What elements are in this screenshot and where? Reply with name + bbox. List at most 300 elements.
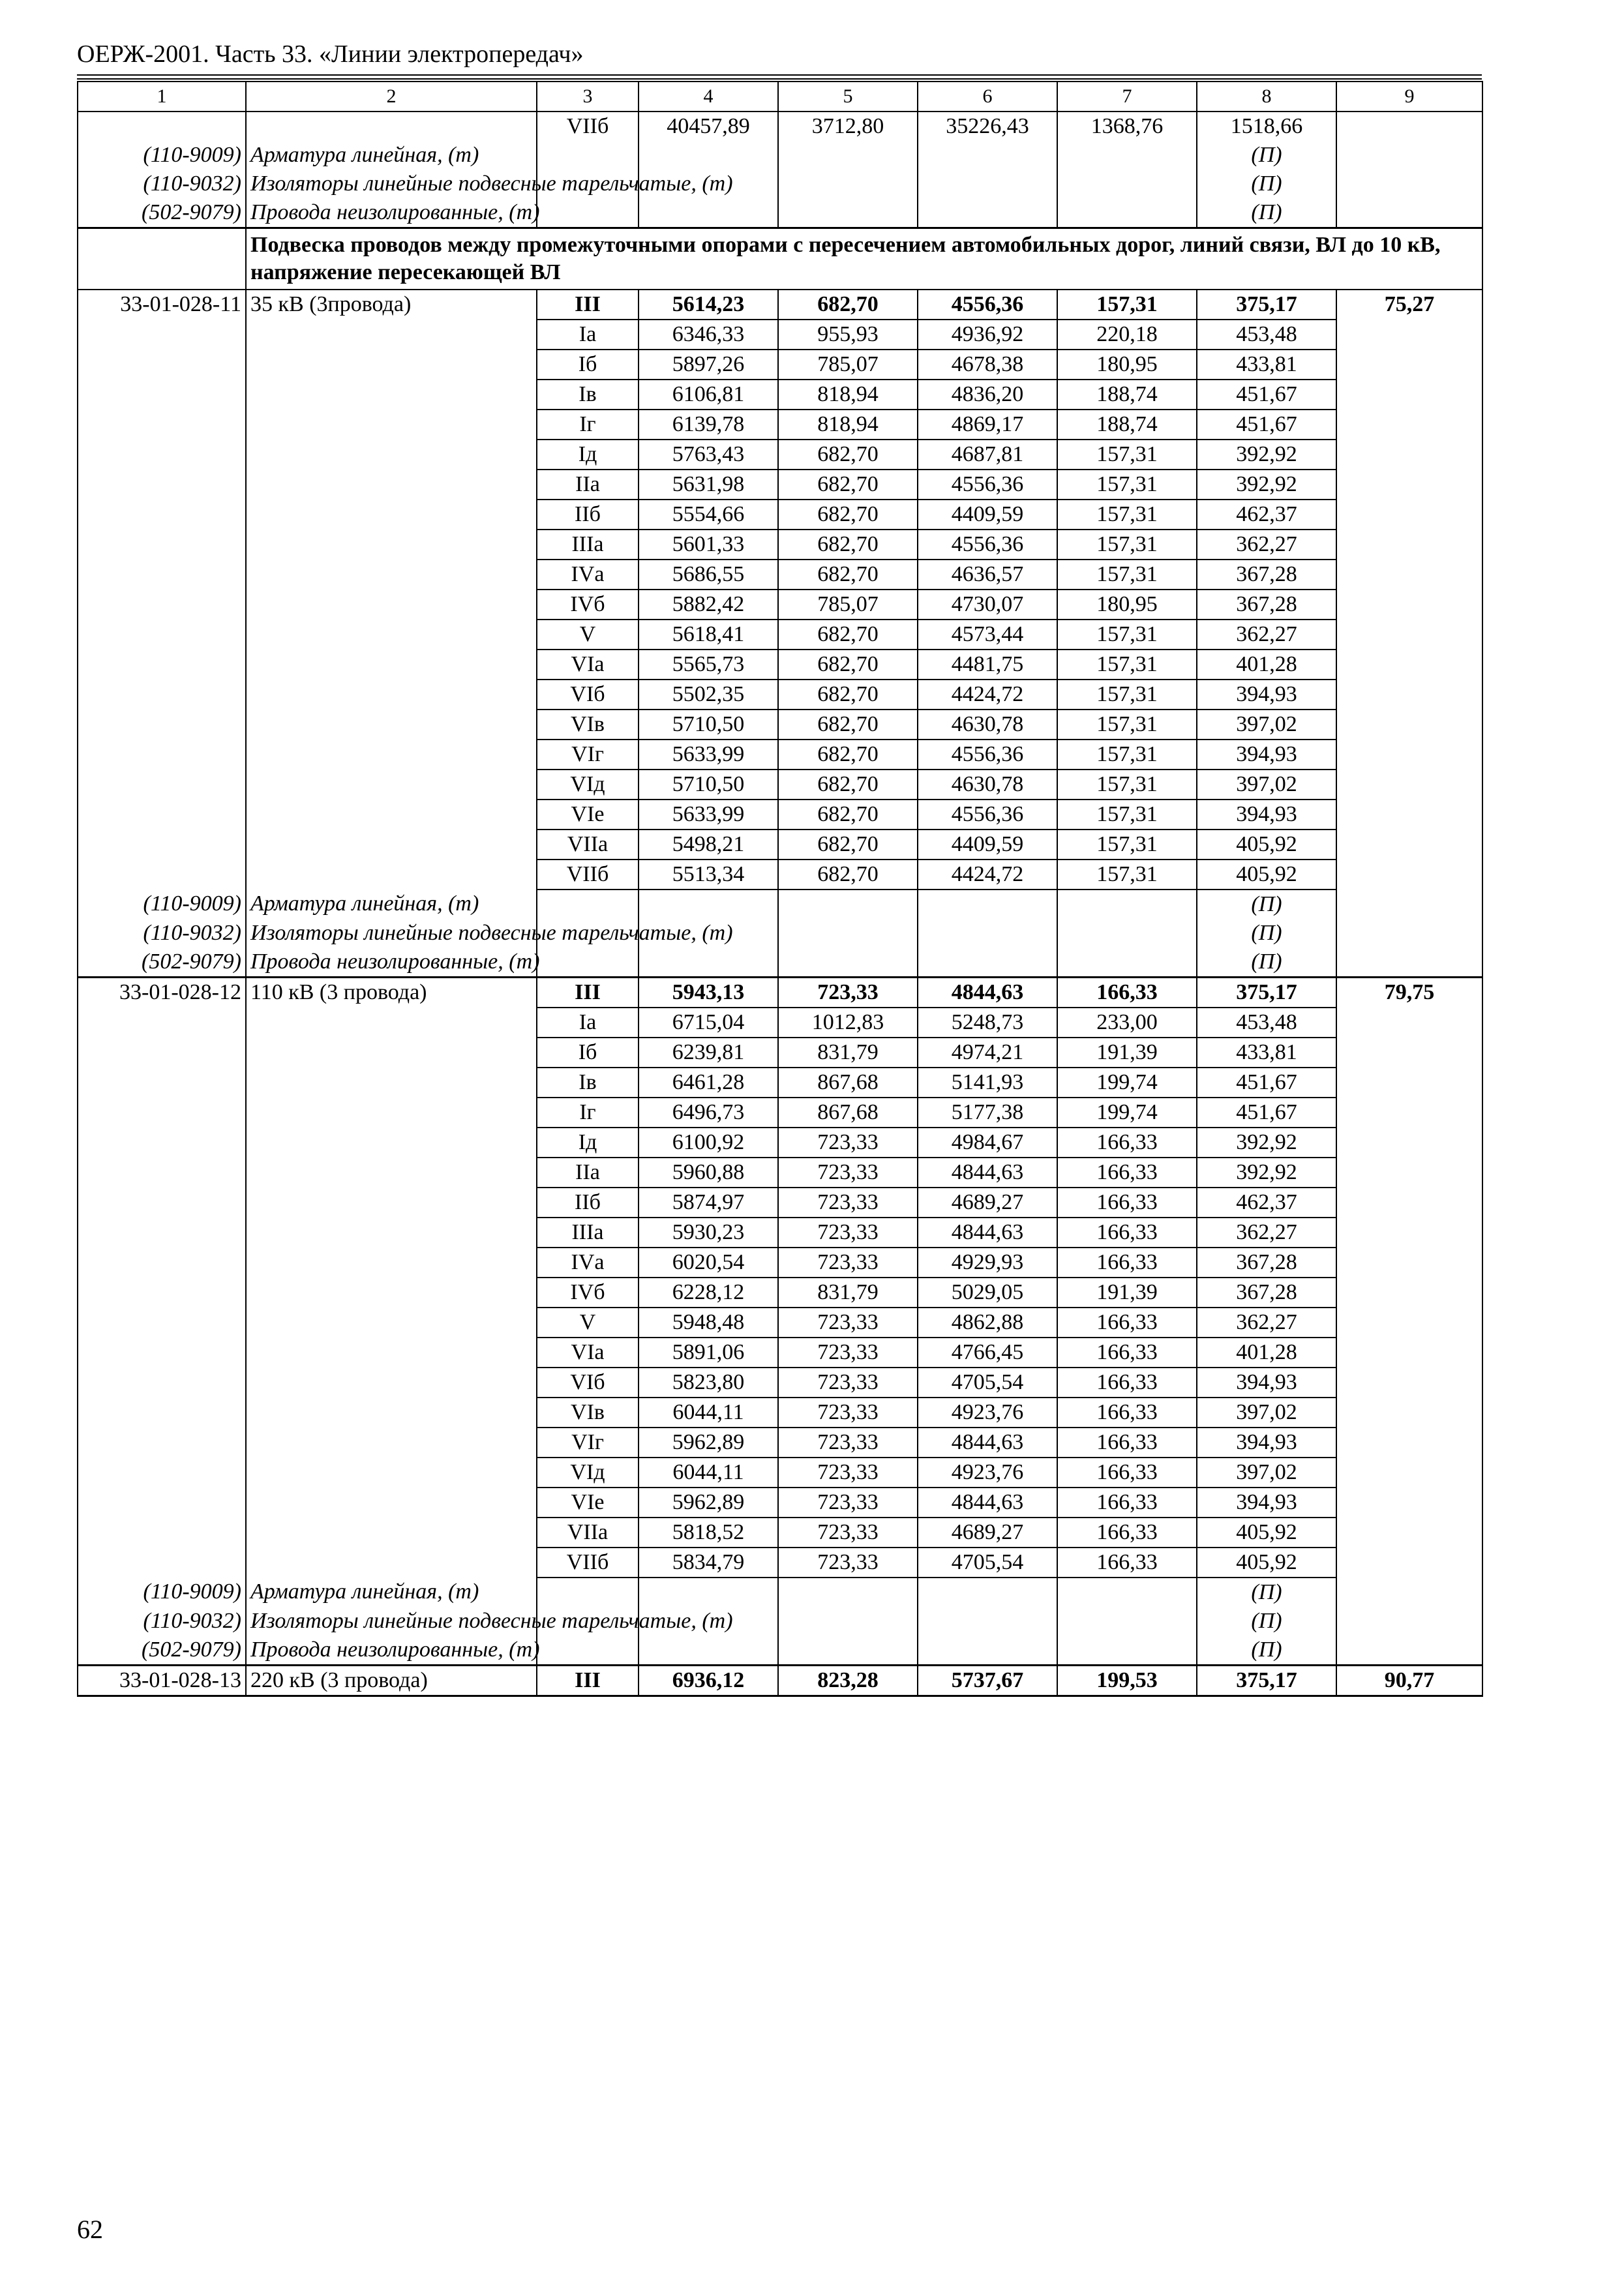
rate-row-main xyxy=(78,978,1482,1008)
rate-value: 40457,89 xyxy=(639,112,778,141)
rate-value: 4984,67 xyxy=(918,1128,1057,1158)
rate-value: 4630,78 xyxy=(918,770,1057,800)
rate-value: 4636,57 xyxy=(918,560,1057,590)
empty-cell xyxy=(1336,1158,1482,1188)
rate-value: 5962,89 xyxy=(639,1488,778,1518)
rate-value: 723,33 xyxy=(778,1248,918,1278)
column-number: 4 xyxy=(639,82,778,112)
material-mark: (П) xyxy=(1197,141,1336,170)
empty-cell xyxy=(537,141,639,170)
rate-value: 5554,66 xyxy=(639,500,778,530)
rate-value: 5897,26 xyxy=(639,350,778,380)
rate-value: 682,70 xyxy=(778,650,918,680)
rate-value: 157,31 xyxy=(1057,530,1197,560)
rate-row xyxy=(78,320,1482,350)
rate-value: 392,92 xyxy=(1197,1158,1336,1188)
rate-value: 5763,43 xyxy=(639,440,778,470)
rate-value: 4678,38 xyxy=(918,350,1057,380)
rate-row xyxy=(78,410,1482,440)
terrain-category: Iг xyxy=(537,1098,639,1128)
rate-value: 5948,48 xyxy=(639,1308,778,1338)
terrain-category: Iг xyxy=(537,410,639,440)
rate-value: 4424,72 xyxy=(918,680,1057,710)
empty-cell xyxy=(78,1098,246,1128)
material-mark: (П) xyxy=(1197,170,1336,198)
empty-cell xyxy=(1336,710,1482,740)
rate-value: 4766,45 xyxy=(918,1338,1057,1368)
rate-row xyxy=(78,740,1482,770)
rate-value: 4556,36 xyxy=(918,740,1057,770)
rate-value: 433,81 xyxy=(1197,350,1336,380)
empty-cell xyxy=(918,1607,1057,1636)
material-code: (110-9009) xyxy=(78,141,246,170)
rate-value: 4844,63 xyxy=(918,978,1057,1008)
empty-cell xyxy=(1336,1278,1482,1308)
rate-row xyxy=(78,1008,1482,1038)
rate-value: 157,31 xyxy=(1057,560,1197,590)
empty-cell xyxy=(778,1578,918,1607)
rate-value: 462,37 xyxy=(1197,500,1336,530)
empty-cell xyxy=(537,1636,639,1666)
empty-cell xyxy=(246,500,537,530)
terrain-category: VIд xyxy=(537,770,639,800)
rate-row xyxy=(78,1368,1482,1398)
empty-cell xyxy=(246,560,537,590)
section-title: Подвеска проводов между промежуточными опорами с пересечением автомобильных дорог, линий связи, ВЛ до 10 кВ, напряжение пересекающей ВЛ xyxy=(246,228,1482,290)
empty-cell xyxy=(78,830,246,860)
material-mark: (П) xyxy=(1197,890,1336,919)
empty-cell xyxy=(246,1008,537,1038)
empty-cell xyxy=(246,1278,537,1308)
terrain-category: V xyxy=(537,620,639,650)
rate-row-main xyxy=(78,1666,1482,1696)
rate-row xyxy=(78,1068,1482,1098)
rate-value: 157,31 xyxy=(1057,290,1197,320)
empty-cell xyxy=(1336,1636,1482,1666)
rate-value: 367,28 xyxy=(1197,590,1336,620)
material-code: (110-9009) xyxy=(78,890,246,919)
rate-value: 397,02 xyxy=(1197,710,1336,740)
rate-row xyxy=(78,650,1482,680)
empty-cell xyxy=(918,170,1057,198)
rate-value: 367,28 xyxy=(1197,560,1336,590)
rate-row xyxy=(78,1338,1482,1368)
empty-cell xyxy=(1336,680,1482,710)
rate-name: 35 кВ (3провода) xyxy=(246,290,537,320)
rate-row xyxy=(78,830,1482,860)
rate-value: 397,02 xyxy=(1197,1398,1336,1428)
rate-value: 4844,63 xyxy=(918,1428,1057,1458)
rate-value: 723,33 xyxy=(778,1518,918,1548)
empty-cell xyxy=(78,770,246,800)
empty-cell xyxy=(78,228,246,290)
rate-value: 682,70 xyxy=(778,440,918,470)
empty-cell xyxy=(918,198,1057,228)
rate-value: 35226,43 xyxy=(918,112,1057,141)
rate-value: 4929,93 xyxy=(918,1248,1057,1278)
empty-cell xyxy=(78,620,246,650)
terrain-category: VIIа xyxy=(537,1518,639,1548)
empty-cell xyxy=(537,890,639,919)
rate-value: 4687,81 xyxy=(918,440,1057,470)
rate-value: 955,93 xyxy=(778,320,918,350)
empty-cell xyxy=(1336,500,1482,530)
empty-cell xyxy=(778,198,918,228)
rate-value: 367,28 xyxy=(1197,1278,1336,1308)
labor-cost: 79,75 xyxy=(1336,978,1482,1008)
empty-cell xyxy=(246,440,537,470)
rate-value: 867,68 xyxy=(778,1098,918,1128)
empty-cell xyxy=(246,800,537,830)
terrain-category: VIг xyxy=(537,1428,639,1458)
page-number: 62 xyxy=(77,2215,103,2244)
empty-cell xyxy=(246,1338,537,1368)
rate-row xyxy=(78,620,1482,650)
rate-value: 5633,99 xyxy=(639,740,778,770)
empty-cell xyxy=(1336,860,1482,890)
rate-value: 6139,78 xyxy=(639,410,778,440)
rate-row xyxy=(78,1158,1482,1188)
column-number: 6 xyxy=(918,82,1057,112)
rate-value: 405,92 xyxy=(1197,1518,1336,1548)
rate-value: 157,31 xyxy=(1057,500,1197,530)
rate-value: 867,68 xyxy=(778,1068,918,1098)
rate-value: 166,33 xyxy=(1057,1308,1197,1338)
empty-cell xyxy=(246,1158,537,1188)
rate-value: 6106,81 xyxy=(639,380,778,410)
rate-row xyxy=(78,1518,1482,1548)
empty-cell xyxy=(246,1248,537,1278)
empty-cell xyxy=(1336,1068,1482,1098)
terrain-category: IIб xyxy=(537,500,639,530)
empty-cell xyxy=(1336,1518,1482,1548)
rate-value: 6100,92 xyxy=(639,1128,778,1158)
empty-cell xyxy=(78,1308,246,1338)
rate-value: 5891,06 xyxy=(639,1338,778,1368)
empty-cell xyxy=(1057,141,1197,170)
rate-value: 6496,73 xyxy=(639,1098,778,1128)
rate-value: 394,93 xyxy=(1197,1368,1336,1398)
rate-value: 451,67 xyxy=(1197,1068,1336,1098)
column-number: 8 xyxy=(1197,82,1336,112)
rate-value: 4974,21 xyxy=(918,1038,1057,1068)
material-name: Арматура линейная, (т) xyxy=(246,890,537,919)
empty-cell xyxy=(918,948,1057,978)
rate-value: 4409,59 xyxy=(918,830,1057,860)
rate-value: 6239,81 xyxy=(639,1038,778,1068)
terrain-category: VIг xyxy=(537,740,639,770)
material-row xyxy=(78,1636,1482,1666)
column-number: 7 xyxy=(1057,82,1197,112)
terrain-category: V xyxy=(537,1308,639,1338)
empty-cell xyxy=(246,770,537,800)
rate-value: 723,33 xyxy=(778,1308,918,1338)
empty-cell xyxy=(1336,440,1482,470)
empty-cell xyxy=(1336,112,1482,141)
material-row xyxy=(78,1607,1482,1636)
empty-cell xyxy=(246,1488,537,1518)
empty-cell xyxy=(78,380,246,410)
rate-value: 362,27 xyxy=(1197,1218,1336,1248)
rate-value: 5029,05 xyxy=(918,1278,1057,1308)
material-name: Изоляторы линейные подвесные тарельчатые, (т) xyxy=(246,1607,537,1636)
rate-value: 166,33 xyxy=(1057,1368,1197,1398)
empty-cell xyxy=(246,590,537,620)
terrain-category: III xyxy=(537,1666,639,1696)
empty-cell xyxy=(1336,1488,1482,1518)
rate-value: 5710,50 xyxy=(639,770,778,800)
rate-value: 191,39 xyxy=(1057,1278,1197,1308)
terrain-category: Iб xyxy=(537,350,639,380)
material-mark: (П) xyxy=(1197,948,1336,978)
terrain-category: IVб xyxy=(537,1278,639,1308)
rate-row xyxy=(78,800,1482,830)
rate-value: 1368,76 xyxy=(1057,112,1197,141)
rate-value: 818,94 xyxy=(778,410,918,440)
rate-value: 723,33 xyxy=(778,1428,918,1458)
empty-cell xyxy=(1336,350,1482,380)
empty-cell xyxy=(1336,1428,1482,1458)
empty-cell xyxy=(1336,1008,1482,1038)
empty-cell xyxy=(1336,800,1482,830)
rate-value: 723,33 xyxy=(778,1368,918,1398)
empty-cell xyxy=(246,350,537,380)
terrain-category: VIб xyxy=(537,680,639,710)
empty-cell xyxy=(1336,560,1482,590)
rate-value: 4844,63 xyxy=(918,1158,1057,1188)
rate-row xyxy=(78,680,1482,710)
rate-value: 157,31 xyxy=(1057,860,1197,890)
rate-value: 6020,54 xyxy=(639,1248,778,1278)
empty-cell xyxy=(78,1188,246,1218)
rate-value: 682,70 xyxy=(778,800,918,830)
rate-value: 5686,55 xyxy=(639,560,778,590)
rate-row-main xyxy=(78,290,1482,320)
empty-cell xyxy=(78,440,246,470)
rate-row xyxy=(78,1218,1482,1248)
empty-cell xyxy=(78,1158,246,1188)
empty-cell xyxy=(1336,1458,1482,1488)
empty-cell xyxy=(78,1398,246,1428)
empty-cell xyxy=(1336,740,1482,770)
rate-value: 5823,80 xyxy=(639,1368,778,1398)
rate-value: 5631,98 xyxy=(639,470,778,500)
terrain-category: VIд xyxy=(537,1458,639,1488)
rate-value: 4844,63 xyxy=(918,1488,1057,1518)
rate-value: 233,00 xyxy=(1057,1008,1197,1038)
empty-cell xyxy=(1336,530,1482,560)
table-row xyxy=(78,112,1482,141)
rate-value: 5737,67 xyxy=(918,1666,1057,1696)
rate-value: 4936,92 xyxy=(918,320,1057,350)
empty-cell xyxy=(1336,320,1482,350)
rate-value: 451,67 xyxy=(1197,410,1336,440)
rate-value: 682,70 xyxy=(778,710,918,740)
rate-value: 4481,75 xyxy=(918,650,1057,680)
empty-cell xyxy=(78,530,246,560)
rate-value: 5498,21 xyxy=(639,830,778,860)
empty-cell xyxy=(246,680,537,710)
rate-value: 405,92 xyxy=(1197,860,1336,890)
material-name: Арматура линейная, (т) xyxy=(246,141,537,170)
empty-cell xyxy=(78,1248,246,1278)
empty-cell xyxy=(78,1518,246,1548)
rate-value: 723,33 xyxy=(778,1488,918,1518)
empty-cell xyxy=(1336,919,1482,948)
terrain-category: Iв xyxy=(537,1068,639,1098)
empty-cell xyxy=(246,860,537,890)
rate-value: 6461,28 xyxy=(639,1068,778,1098)
terrain-category: IVб xyxy=(537,590,639,620)
empty-cell xyxy=(639,948,778,978)
terrain-category: IIа xyxy=(537,470,639,500)
empty-cell xyxy=(246,410,537,440)
rate-value: 166,33 xyxy=(1057,1128,1197,1158)
empty-cell xyxy=(78,1068,246,1098)
rate-row xyxy=(78,1398,1482,1428)
empty-cell xyxy=(1336,830,1482,860)
empty-cell xyxy=(1336,948,1482,978)
rate-value: 5710,50 xyxy=(639,710,778,740)
rate-row xyxy=(78,440,1482,470)
rate-value: 405,92 xyxy=(1197,1548,1336,1578)
empty-cell xyxy=(246,1548,537,1578)
rate-value: 682,70 xyxy=(778,620,918,650)
rate-value: 394,93 xyxy=(1197,1428,1336,1458)
empty-cell xyxy=(246,1068,537,1098)
terrain-category: VIб xyxy=(537,1368,639,1398)
rate-value: 451,67 xyxy=(1197,380,1336,410)
empty-cell xyxy=(1336,1338,1482,1368)
empty-cell xyxy=(246,1518,537,1548)
rate-value: 4689,27 xyxy=(918,1188,1057,1218)
material-row xyxy=(78,141,1482,170)
rate-value: 451,67 xyxy=(1197,1098,1336,1128)
empty-cell xyxy=(778,170,918,198)
rate-value: 362,27 xyxy=(1197,620,1336,650)
rate-value: 453,48 xyxy=(1197,320,1336,350)
empty-cell xyxy=(78,1038,246,1068)
material-code: (502-9079) xyxy=(78,198,246,228)
rate-value: 4556,36 xyxy=(918,530,1057,560)
rate-value: 394,93 xyxy=(1197,740,1336,770)
rate-value: 4409,59 xyxy=(918,500,1057,530)
rate-value: 4705,54 xyxy=(918,1548,1057,1578)
rate-value: 4923,76 xyxy=(918,1398,1057,1428)
header-rule xyxy=(77,74,1482,80)
rate-value: 4844,63 xyxy=(918,1218,1057,1248)
rate-value: 180,95 xyxy=(1057,590,1197,620)
empty-cell xyxy=(246,830,537,860)
empty-cell xyxy=(246,1368,537,1398)
empty-cell xyxy=(78,350,246,380)
empty-cell xyxy=(246,620,537,650)
empty-cell xyxy=(1336,590,1482,620)
terrain-category: III xyxy=(537,290,639,320)
empty-cell xyxy=(778,890,918,919)
empty-cell xyxy=(78,800,246,830)
rate-value: 723,33 xyxy=(778,1398,918,1428)
material-name: Арматура линейная, (т) xyxy=(246,1578,537,1607)
rate-value: 5834,79 xyxy=(639,1548,778,1578)
material-code: (110-9032) xyxy=(78,170,246,198)
empty-cell xyxy=(1336,1128,1482,1158)
empty-cell xyxy=(246,1458,537,1488)
rate-value: 4424,72 xyxy=(918,860,1057,890)
terrain-category: IVа xyxy=(537,1248,639,1278)
empty-cell xyxy=(1057,198,1197,228)
rate-row xyxy=(78,500,1482,530)
rate-value: 392,92 xyxy=(1197,1128,1336,1158)
rate-value: 1012,83 xyxy=(778,1008,918,1038)
empty-cell xyxy=(78,680,246,710)
empty-cell xyxy=(1336,1548,1482,1578)
rate-value: 4689,27 xyxy=(918,1518,1057,1548)
empty-cell xyxy=(78,1488,246,1518)
rate-value: 4556,36 xyxy=(918,290,1057,320)
empty-cell xyxy=(246,710,537,740)
rate-row xyxy=(78,1128,1482,1158)
rate-value: 166,33 xyxy=(1057,1248,1197,1278)
terrain-category: Iа xyxy=(537,320,639,350)
empty-cell xyxy=(246,1038,537,1068)
rate-value: 166,33 xyxy=(1057,1158,1197,1188)
rate-value: 166,33 xyxy=(1057,1458,1197,1488)
rate-value: 723,33 xyxy=(778,1128,918,1158)
rate-value: 401,28 xyxy=(1197,650,1336,680)
rate-value: 166,33 xyxy=(1057,978,1197,1008)
labor-cost: 75,27 xyxy=(1336,290,1482,320)
page-header-title: ОЕРЖ-2001. Часть 33. «Линии электропередач» xyxy=(77,40,584,68)
rate-row xyxy=(78,1248,1482,1278)
column-number: 3 xyxy=(537,82,639,112)
rate-value: 166,33 xyxy=(1057,1548,1197,1578)
rate-value: 157,31 xyxy=(1057,440,1197,470)
empty-cell xyxy=(918,1636,1057,1666)
rate-value: 831,79 xyxy=(778,1038,918,1068)
labor-cost: 90,77 xyxy=(1336,1666,1482,1696)
empty-cell xyxy=(246,740,537,770)
rate-row xyxy=(78,380,1482,410)
material-name: Провода неизолированные, (т) xyxy=(246,948,537,978)
terrain-category: VIв xyxy=(537,710,639,740)
rate-value: 397,02 xyxy=(1197,1458,1336,1488)
rate-code: 33-01-028-11 xyxy=(78,290,246,320)
terrain-category: IIа xyxy=(537,1158,639,1188)
empty-cell xyxy=(1336,1218,1482,1248)
empty-cell xyxy=(1057,1578,1197,1607)
empty-cell xyxy=(1336,470,1482,500)
material-mark: (П) xyxy=(1197,919,1336,948)
empty-cell xyxy=(1336,1098,1482,1128)
rate-value: 433,81 xyxy=(1197,1038,1336,1068)
rate-value: 166,33 xyxy=(1057,1188,1197,1218)
empty-cell xyxy=(246,1098,537,1128)
rate-value: 166,33 xyxy=(1057,1218,1197,1248)
terrain-category: VIIб xyxy=(537,1548,639,1578)
rate-value: 199,74 xyxy=(1057,1098,1197,1128)
rate-value: 682,70 xyxy=(778,830,918,860)
rate-value: 4556,36 xyxy=(918,800,1057,830)
rate-value: 157,31 xyxy=(1057,740,1197,770)
rate-value: 191,39 xyxy=(1057,1038,1197,1068)
rate-value: 157,31 xyxy=(1057,770,1197,800)
rate-value: 166,33 xyxy=(1057,1338,1197,1368)
material-name: Изоляторы линейные подвесные тарельчатые, (т) xyxy=(246,919,537,948)
empty-cell xyxy=(78,560,246,590)
rate-value: 5565,73 xyxy=(639,650,778,680)
material-row xyxy=(78,948,1482,978)
